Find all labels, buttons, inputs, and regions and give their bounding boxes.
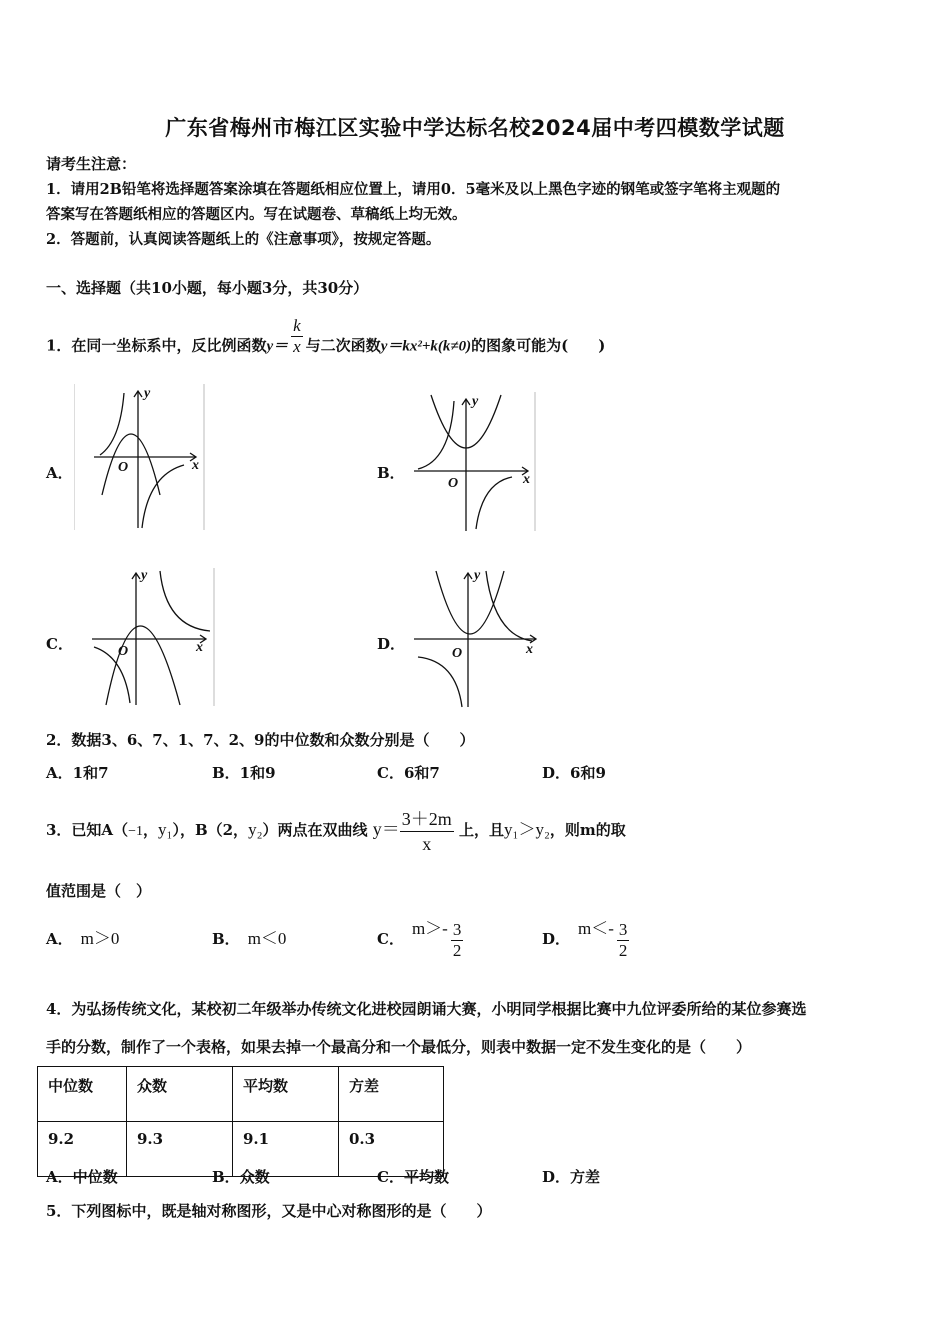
table-header-cell: 平均数 [233, 1067, 339, 1122]
q2-option-d[interactable]: D．6和9 [542, 764, 606, 782]
section-heading: 一、选择题（共10小题，每小题3分，共30分） [46, 279, 369, 297]
graph-option-d[interactable] [404, 567, 548, 709]
notice-line-2: 2．答题前，认真阅读答题纸上的《注意事项》，按规定答题。 [46, 231, 441, 248]
q2-option-a[interactable]: A．1和7 [46, 764, 109, 782]
graph-a-origin: O [118, 460, 129, 475]
q4-option-d[interactable]: D．方差 [542, 1168, 601, 1186]
q4-option-c[interactable]: C．平均数 [377, 1168, 449, 1186]
q3-option-c[interactable]: C．m＞- $\frac{3}{2}$ [377, 919, 462, 960]
graph-b-origin: O [448, 476, 459, 491]
q2-option-b[interactable]: B．1和9 [212, 764, 276, 782]
q4-option-a[interactable]: A．中位数 [46, 1168, 118, 1186]
table-header-row [38, 1067, 444, 1122]
graph-option-c[interactable] [82, 567, 216, 707]
question-4-stem-line-1: 4．为弘扬传统文化，某校初二年级举办传统文化进校园朗诵大赛，小明同学根据比赛中九位评委所给的某位参赛选 [46, 1000, 807, 1018]
table-cell: 9.3 [127, 1122, 233, 1177]
graph-a-x-label: x [192, 458, 199, 473]
page-title: 广东省梅州市梅江区实验中学达标名校2024届中考四模数学试题 [165, 116, 785, 140]
q1-option-b-label[interactable]: B． [377, 464, 405, 482]
question-2-stem: 2．数据3、6、7、1、7、2、9的中位数和众数分别是（ ） [46, 731, 475, 749]
graph-b-x-label: x [523, 472, 530, 487]
q1-option-d-label[interactable]: D． [377, 635, 406, 653]
notice-line-1b: 答案写在答题纸相应的答题区内。写在试题卷、草稿纸上均无效。 [46, 206, 467, 223]
table-header-cell: 中位数 [38, 1067, 127, 1122]
q3-option-a[interactable]: A． m＞0 [46, 929, 120, 948]
graph-option-b[interactable] [404, 391, 536, 533]
q1-option-c-label[interactable]: C． [46, 635, 73, 653]
graph-a-y-label: y [144, 386, 151, 401]
q4-option-b[interactable]: B．众数 [212, 1168, 270, 1186]
question-5-stem: 5．下列图标中，既是轴对称图形，又是中心对称图形的是（ ） [46, 1202, 492, 1220]
question-3-stem: 3．已知A（−1，y₁），B（2，y₂）两点在双曲线 y＝ $\frac{3+2m}{x}$ 上，且y₁＞y₂，则m的取 [46, 808, 626, 854]
table-header-cell: 众数 [127, 1067, 233, 1122]
graph-d-origin: O [452, 646, 463, 661]
score-table [37, 1066, 444, 1177]
graph-c-x-label: x [196, 640, 203, 655]
graph-d-x-label: x [526, 642, 533, 657]
q3-option-b[interactable]: B． m＜0 [212, 929, 287, 948]
question-3-stem-continued: 值范围是（ ） [46, 882, 152, 900]
notice-line-1: 1．请用2B铅笔将选择题答案涂填在答题纸相应位置上，请用0．5毫米及以上黑色字迹的钢笔或签字笔将主观题的 [46, 181, 781, 198]
graph-b-y-label: y [472, 394, 479, 409]
question-4-stem-line-2: 手的分数，制作了一个表格，如果去掉一个最高分和一个最低分，则表中数据一定不发生变化的是（ ） [46, 1038, 752, 1056]
graph-c-y-label: y [141, 568, 148, 583]
table-cell: 9.2 [38, 1122, 127, 1177]
table-cell: 0.3 [339, 1122, 444, 1177]
q1-option-a-label[interactable]: A． [46, 464, 73, 482]
graph-d-y-label: y [474, 568, 481, 583]
question-1-stem: 1．在同一坐标系中，反比例函数y＝ $\frac{k}{x}$ 与二次函数y＝kx²+k(k≠0)的图象可能为( ) [46, 316, 606, 356]
graph-c-origin: O [118, 644, 129, 659]
notice-heading: 请考生注意： [46, 155, 137, 173]
q3-option-d[interactable]: D．m＜- $\frac{3}{2}$ [542, 919, 628, 960]
graph-option-a[interactable] [74, 383, 206, 531]
q2-option-c[interactable]: C．6和7 [377, 764, 440, 782]
table-header-cell: 方差 [339, 1067, 444, 1122]
table-cell: 9.1 [233, 1122, 339, 1177]
